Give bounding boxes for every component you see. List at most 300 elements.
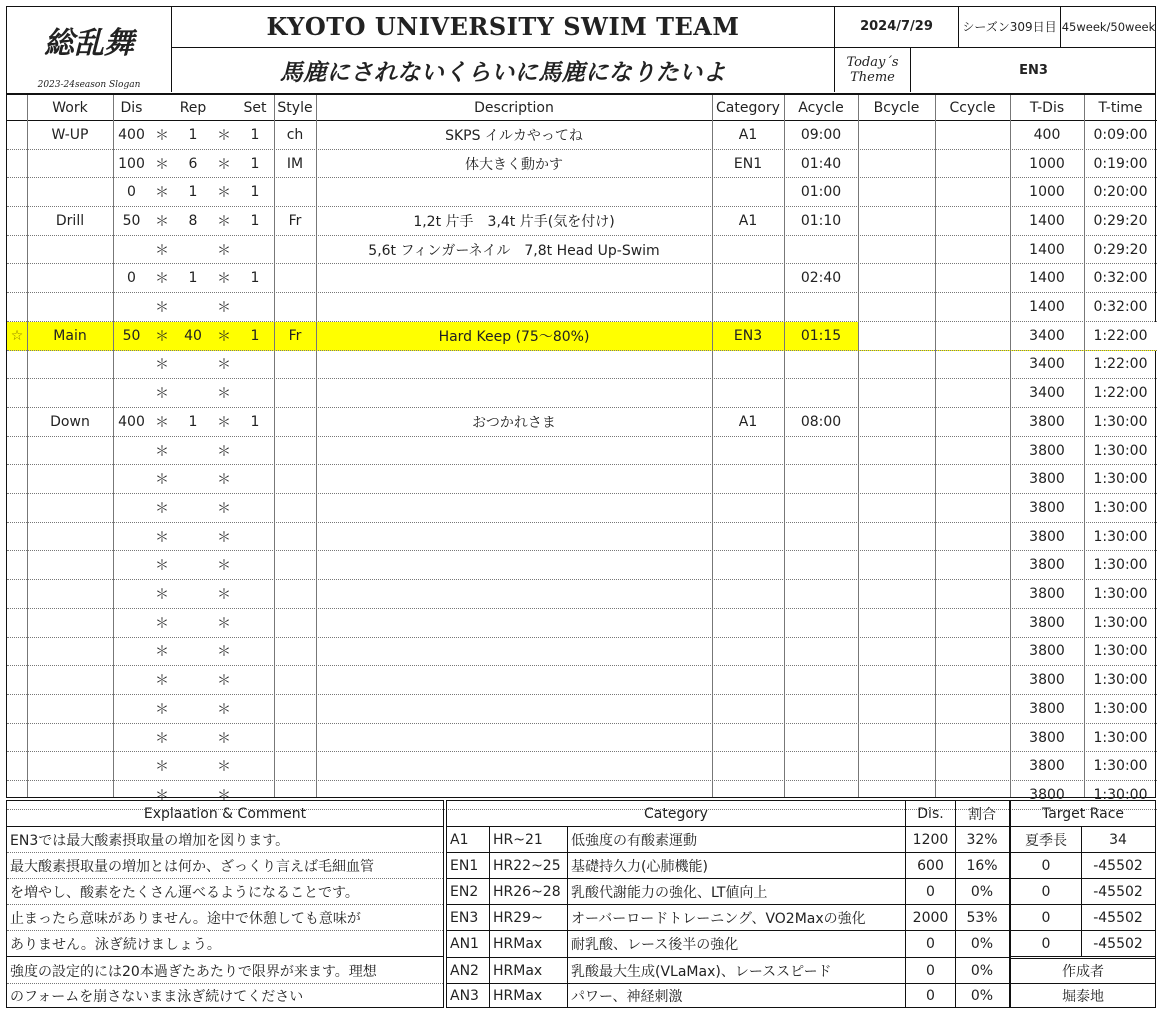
category-dis: 1200 [905,827,955,852]
target-race-name: 0 [1041,909,1051,926]
cell-s2: ＊ [217,357,231,374]
target-race-val: -45502 [1081,879,1154,904]
cell-work [27,666,113,694]
category-ratio: 32% [955,827,1008,852]
cell-work [27,265,113,293]
cell-work [27,523,113,551]
cell-style [274,351,316,379]
cell-bcycle [858,724,935,752]
cell-cat [712,724,784,752]
cell-mark [7,293,27,321]
target-race-row [1011,827,1155,853]
cell-desc: Hard Keep (75～80%) [438,328,590,345]
cell-tdis: 1400 [1029,212,1065,229]
cell-rep [174,552,212,580]
comment-line: 最大酸素摂取量の増加とは何か、ざっくり言えば毛細血管 [7,853,443,879]
cell-bcycle [858,178,935,206]
ratio-header: 割合 [955,801,1008,826]
cell-tdis: 3800 [1029,758,1065,775]
cell-style: Fr [288,327,302,344]
cell-s2: ＊ [217,443,231,460]
table-row [7,207,1157,236]
cell-dis [113,351,150,379]
cell-tdis: 3800 [1029,643,1065,660]
cell-work [27,580,113,608]
cell-dis: 400 [118,126,145,143]
target-race-name: 0 [1041,883,1051,900]
cell-style [274,437,316,465]
cell-set [236,752,274,780]
cell-set [236,236,274,264]
cell-rep [174,666,212,694]
category-header-row [447,801,1009,827]
cell-s1: ＊ [155,730,169,747]
cell-ccycle [935,178,1010,206]
cell-ccycle [935,695,1010,723]
category-dis: 0 [905,958,955,983]
cell-s2: ＊ [217,300,231,317]
cell-ttime: 1:30:00 [1093,614,1148,631]
cell-bcycle [858,523,935,551]
cell-tdis: 3800 [1029,614,1065,631]
cell-set [236,666,274,694]
table-row [7,408,1157,437]
team-title: KYOTO UNIVERSITY SWIM TEAM [172,6,834,48]
cell-bcycle [858,236,935,264]
table-row [7,351,1157,380]
cell-rep [174,523,212,551]
cell-acycle: 09:00 [800,126,842,143]
cell-mark: ☆ [10,327,24,344]
cell-desc [316,379,712,407]
cell-rep: 40 [184,327,202,344]
cell-set [236,609,274,637]
cell-desc [316,265,712,293]
cell-cat [712,379,784,407]
cell-s2: ＊ [217,787,231,804]
cell-dis [113,666,150,694]
cell-set: 1 [250,126,260,143]
target-race-val: -45502 [1081,931,1154,956]
cell-dis [113,752,150,780]
column-divider [712,95,713,797]
cell-work: Down [50,413,90,430]
category-row [447,905,1009,931]
cell-ttime: 1:30:00 [1093,557,1148,574]
cell-ccycle [935,666,1010,694]
category-hr: HRMax [489,984,567,1007]
category-desc: 低強度の有酸素運動 [567,827,905,852]
cell-s1: ＊ [155,500,169,517]
cell-s1: ＊ [155,300,169,317]
cell-s1: ＊ [155,529,169,546]
column-divider [1084,95,1085,797]
column-header: Work [52,99,88,116]
category-ratio: 16% [955,853,1008,878]
cell-mark [7,724,27,752]
table-row [7,609,1157,638]
cell-ccycle [935,265,1010,293]
category-ratio: 0% [955,984,1008,1007]
category-hr: HRMax [489,958,567,983]
cell-s1: ＊ [155,414,169,431]
category-code: EN2 [450,883,479,900]
cell-work [27,437,113,465]
category-hr: HRMax [489,931,567,957]
cell-ccycle [935,552,1010,580]
cell-s1: ＊ [155,615,169,632]
cell-bcycle [858,379,935,407]
cell-cat [712,465,784,493]
cell-dis [113,638,150,666]
cell-ccycle [935,351,1010,379]
cell-mark [7,752,27,780]
cell-set: 1 [250,155,260,172]
category-row [447,931,1009,958]
cell-s2: ＊ [217,242,231,259]
cell-desc [316,178,712,206]
comment-line: 強度の設定的には20本過ぎたあたりで限界が来ます。理想 [7,958,443,984]
cell-bcycle [858,408,935,436]
category-desc: 乳酸最大生成(VLaMax)、レーススピード [567,958,905,983]
column-divider [27,95,28,797]
cell-mark [7,379,27,407]
cell-acycle [784,379,858,407]
cell-ttime: 0:09:00 [1093,126,1148,143]
theme-value: EN3 [910,48,1156,92]
cell-ttime: 0:20:00 [1093,184,1148,201]
cell-work: Main [53,327,87,344]
cell-work [27,552,113,580]
target-race-val: -45502 [1081,905,1154,930]
cell-set [236,379,274,407]
column-divider [316,95,317,797]
cell-ttime: 0:29:20 [1093,212,1148,229]
cell-ttime: 1:30:00 [1093,442,1148,459]
cell-bcycle [858,580,935,608]
cell-style [274,752,316,780]
cell-dis: 0 [127,270,136,287]
cell-mark [7,465,27,493]
cell-bcycle [858,293,935,321]
cell-ttime: 1:30:00 [1093,700,1148,717]
cell-mark [7,666,27,694]
category-hr: HR~21 [489,827,567,852]
cell-style [274,408,316,436]
cell-style [274,465,316,493]
cell-acycle: 01:15 [800,327,842,344]
cell-cat [712,609,784,637]
category-hr: HR26~28 [489,879,567,904]
column-header: Bcycle [873,99,920,116]
cell-set: 1 [250,184,260,201]
target-race-panel [1010,800,1156,1008]
cell-mark [7,494,27,522]
column-header: T-time [1098,99,1143,116]
column-header: Description [474,99,554,116]
cell-s1: ＊ [155,587,169,604]
cell-set [236,580,274,608]
cell-bcycle [858,494,935,522]
cell-s2: ＊ [217,730,231,747]
cell-acycle [784,465,858,493]
cell-mark [7,580,27,608]
cell-acycle [784,236,858,264]
cell-desc: 体大きく動かす [465,156,563,173]
cell-s1: ＊ [155,558,169,575]
cell-ccycle [935,121,1010,149]
cell-s2: ＊ [217,472,231,489]
cell-work [27,695,113,723]
cell-acycle [784,293,858,321]
cell-tdis: 3400 [1010,322,1084,350]
cell-s1: ＊ [155,759,169,776]
category-dis: 0 [905,984,955,1007]
cell-desc: SKPS イルカやってね [445,127,583,144]
cell-s2: ＊ [217,759,231,776]
cell-s1: ＊ [155,701,169,718]
cell-desc [316,609,712,637]
cell-rep: 1 [188,126,198,143]
cell-bcycle [858,437,935,465]
cell-s2: ＊ [217,615,231,632]
table-row [7,494,1157,523]
cell-ttime: 0:19:00 [1093,155,1148,172]
cell-s1: ＊ [155,271,169,288]
cell-rep [174,695,212,723]
category-code: AN2 [450,962,479,979]
slogan: 馬鹿にされないくらいに馬鹿になりたいよ [279,59,727,86]
cell-ttime: 1:30:00 [1093,413,1148,430]
cell-ttime: 0:32:00 [1093,299,1148,316]
cell-s1: ＊ [155,673,169,690]
dis-header: Dis. [905,801,955,826]
cell-style [274,236,316,264]
cell-tdis: 3800 [1029,499,1065,516]
cell-ccycle [935,236,1010,264]
cell-set [236,494,274,522]
cell-ttime: 1:30:00 [1093,528,1148,545]
category-code: EN1 [450,857,479,874]
cell-cat [712,666,784,694]
cell-s2: ＊ [217,271,231,288]
cell-style [274,379,316,407]
cell-rep [174,236,212,264]
cell-desc: 5,6t フィンガーネイル 7,8t Head Up-Swim [368,242,660,259]
cell-tdis: 3400 [1029,385,1065,402]
cell-ttime: 1:30:00 [1093,586,1148,603]
cell-s2: ＊ [217,701,231,718]
table-row [7,638,1157,667]
cell-style [274,695,316,723]
column-header: Dis [120,99,143,116]
cell-tdis: 3400 [1029,356,1065,373]
column-divider [784,95,785,797]
cell-dis: 50 [122,327,141,344]
category-desc: オーバーロードトレーニング、VO2Maxの強化 [567,905,905,930]
cell-set [236,695,274,723]
cell-s2: ＊ [217,500,231,517]
category-dis: 600 [905,853,955,878]
logo [6,6,172,92]
category-desc: 耐乳酸、レース後半の強化 [567,931,905,957]
cell-cat [712,695,784,723]
cell-work [27,724,113,752]
cell-tdis: 3800 [1029,471,1065,488]
cell-rep: 8 [188,212,198,229]
cell-s2: ＊ [217,156,231,173]
cell-tdis: 1000 [1029,155,1065,172]
category-ratio: 53% [955,905,1008,930]
cell-s2: ＊ [217,185,231,202]
cell-mark [7,552,27,580]
cell-tdis: 1400 [1029,241,1065,258]
cell-tdis: 3800 [1029,528,1065,545]
cell-style [274,638,316,666]
cell-ttime: 1:22:00 [1093,385,1148,402]
cell-cat: A1 [738,126,758,143]
cell-work [27,351,113,379]
cell-cat [712,494,784,522]
cell-cat [712,552,784,580]
cell-dis [113,580,150,608]
table-row [7,552,1157,581]
cell-s2: ＊ [217,386,231,403]
cell-rep [174,724,212,752]
cell-s2: ＊ [217,644,231,661]
cell-dis: 0 [127,184,136,201]
target-race-row [1011,853,1155,879]
table-row [7,178,1157,207]
cell-ccycle [935,752,1010,780]
cell-tdis: 1000 [1029,184,1065,201]
cell-dis [113,437,150,465]
cell-set [236,293,274,321]
season-day: シーズン309日目 [958,6,1060,48]
cell-set: 1 [250,413,260,430]
cell-s1: ＊ [155,443,169,460]
column-header: Acycle [798,99,844,116]
cell-dis [113,695,150,723]
theme-label-line1: Today´s [846,55,899,70]
table-row [7,752,1157,781]
cell-dis [113,609,150,637]
column-header: Category [716,99,780,116]
cell-ttime: 1:30:00 [1093,499,1148,516]
cell-ccycle [935,437,1010,465]
cell-dis [113,236,150,264]
cell-desc [316,724,712,752]
cell-work [27,178,113,206]
cell-cat [712,437,784,465]
cell-dis [113,465,150,493]
cell-desc [316,523,712,551]
cell-mark [7,437,27,465]
column-header: Style [277,99,313,116]
category-row [447,879,1009,905]
cell-style: Fr [288,212,302,229]
target-race-val: -45502 [1081,853,1154,878]
table-row [7,580,1157,609]
cell-cat: EN1 [733,155,763,172]
cell-ccycle [935,638,1010,666]
cell-ttime: 1:30:00 [1093,471,1148,488]
bottom-section [6,800,1156,1010]
cell-dis [113,379,150,407]
cell-ccycle [935,580,1010,608]
target-race-row [1011,879,1155,905]
cell-acycle [784,609,858,637]
cell-bcycle [858,752,935,780]
logo-text: 総乱舞 [44,26,134,61]
cell-set [236,523,274,551]
cell-ccycle [935,465,1010,493]
cell-rep [174,494,212,522]
cell-acycle [784,523,858,551]
cell-rep [174,465,212,493]
cell-set: 1 [250,270,260,287]
target-race-name: 夏季長 [1025,832,1067,849]
cell-mark [7,236,27,264]
cell-cat [712,265,784,293]
cell-s2: ＊ [217,673,231,690]
cell-s1: ＊ [155,185,169,202]
cell-mark [7,178,27,206]
cell-style [274,580,316,608]
cell-bcycle [858,638,935,666]
cell-rep [174,437,212,465]
cell-work [27,609,113,637]
column-header: Rep [179,99,207,116]
table-row [7,236,1157,265]
comment-line: 止まったら意味がありません。途中で休憩しても意味が [7,905,443,931]
cell-ttime: 1:22:00 [1084,322,1157,350]
cell-mark [7,265,27,293]
cell-ttime: 1:22:00 [1093,356,1148,373]
cell-rep [174,752,212,780]
cell-rep [174,379,212,407]
cell-work [27,638,113,666]
cell-cat [712,752,784,780]
category-code: EN3 [450,909,479,926]
cell-set: 1 [250,212,260,229]
cell-style [274,265,316,293]
cell-tdis: 3800 [1029,786,1065,803]
cell-cat [712,293,784,321]
cell-acycle [784,494,858,522]
cell-cat [712,638,784,666]
cell-work [27,379,113,407]
column-divider [858,95,859,797]
cell-desc [316,752,712,780]
cell-style [274,666,316,694]
category-desc: 基礎持久力(心肺機能) [567,853,905,878]
target-race-name: 0 [1041,935,1051,952]
cell-rep [174,351,212,379]
cell-ccycle [935,379,1010,407]
cell-acycle [784,724,858,752]
column-divider [274,95,275,797]
cell-mark [7,150,27,178]
cell-style [274,178,316,206]
cell-s1: ＊ [155,242,169,259]
cell-rep: 1 [188,270,198,287]
table-row [7,523,1157,552]
cell-bcycle [858,552,935,580]
target-race-row [1011,931,1155,957]
cell-acycle [784,580,858,608]
cell-ccycle [935,724,1010,752]
